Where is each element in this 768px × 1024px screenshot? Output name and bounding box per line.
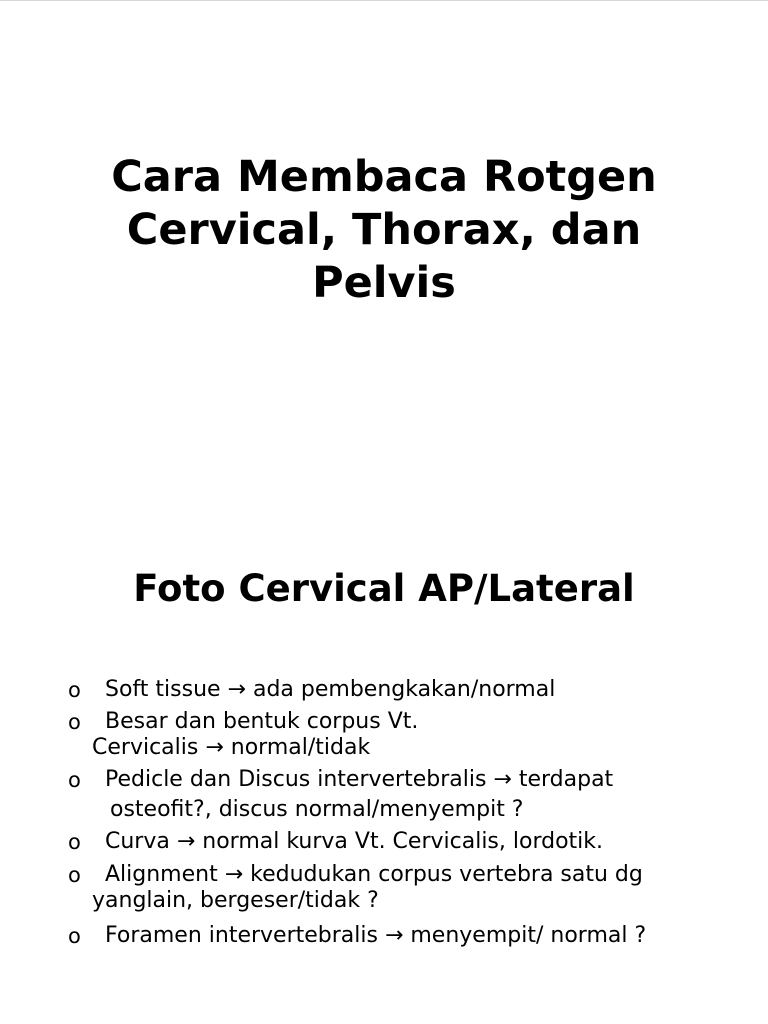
bullet-text-continued: Cervicalis → normal/tidak <box>92 735 371 760</box>
bullet-text: Foramen intervertebralis → menyempit/ normal ? <box>105 923 647 948</box>
bullet-icon: o <box>68 768 81 792</box>
bullet-icon: o <box>68 710 81 734</box>
bullet-icon: o <box>68 678 81 702</box>
page-title <box>60 151 708 310</box>
bullet-text: Pedicle dan Discus intervertebralis → terdapat <box>105 767 614 792</box>
title-line: Cara Membaca Rotgen <box>111 152 657 202</box>
bullet-text-continued: osteofit?, discus normal/menyempit ? <box>110 797 524 822</box>
bullet-text: Curva → normal kurva Vt. Cervicalis, lordotik. <box>105 829 604 854</box>
bullet-text: Soft tissue → ada pembengkakan/normal <box>105 677 556 702</box>
bullet-text-continued: yanglain, bergeser/tidak ? <box>92 888 379 913</box>
bullet-text: Besar dan bentuk corpus Vt. <box>105 709 419 734</box>
section-heading: Foto Cervical AP/Lateral <box>133 567 635 610</box>
bullet-icon: o <box>68 830 81 854</box>
bullet-text: Alignment → kedudukan corpus vertebra satu dg <box>105 862 643 887</box>
bullet-icon: o <box>68 863 81 887</box>
title-line: Cervical, Thorax, dan <box>126 205 642 255</box>
bullet-icon: o <box>68 924 81 948</box>
title-line: Pelvis <box>312 258 456 308</box>
